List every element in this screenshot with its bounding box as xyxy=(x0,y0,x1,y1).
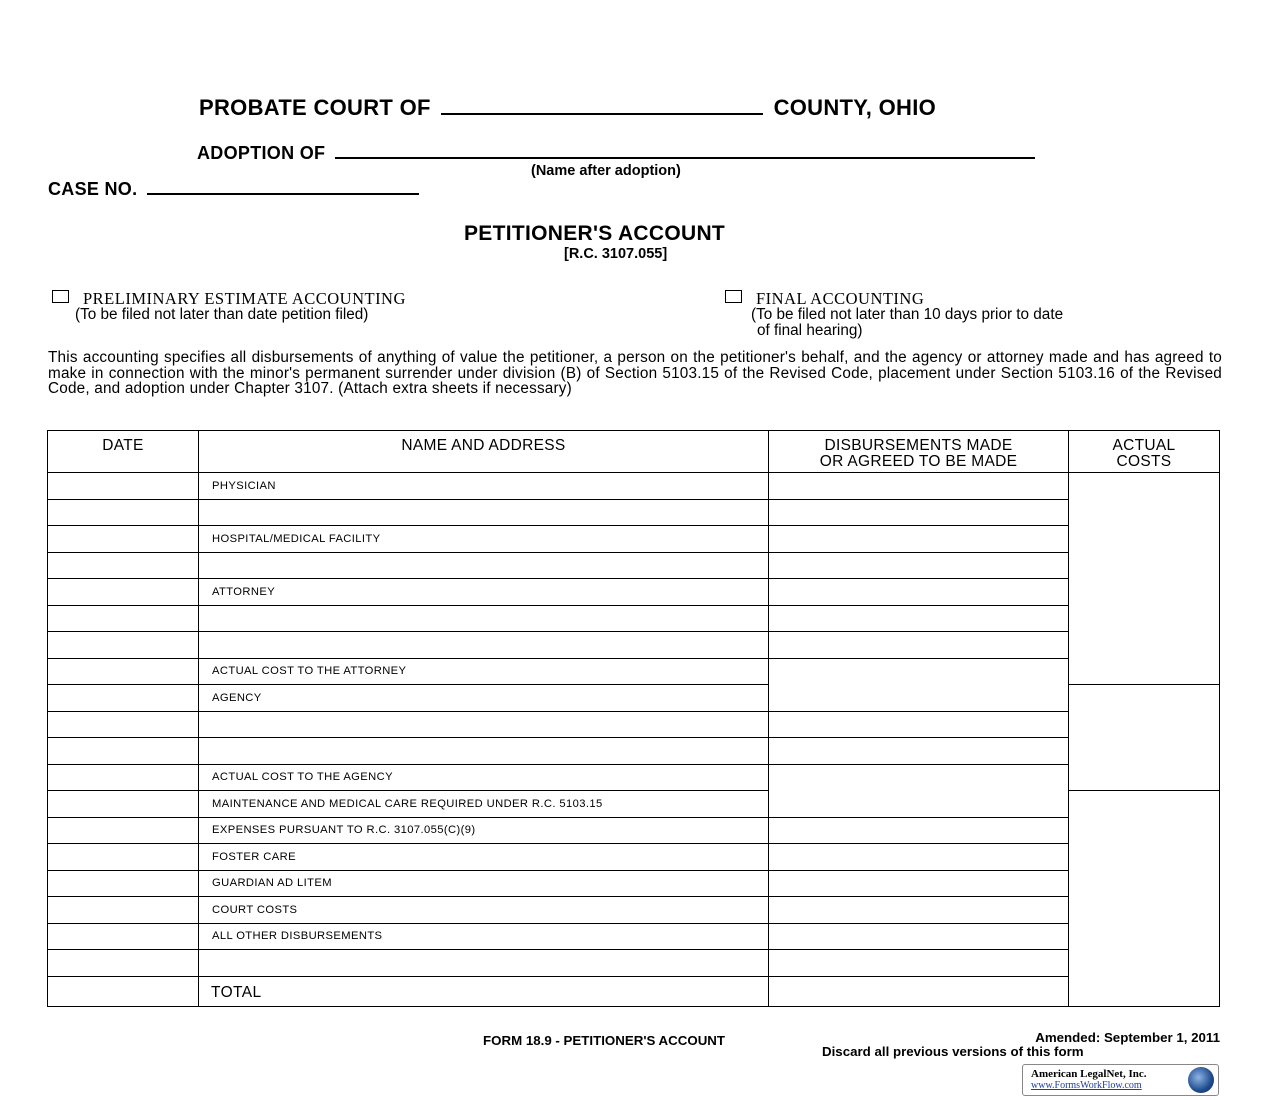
company-logo xyxy=(1022,1064,1219,1096)
actual-header-line2: COSTS xyxy=(1116,452,1172,470)
case-label: CASE NO. xyxy=(48,179,138,199)
table-row xyxy=(48,844,1220,871)
name-cell[interactable]: EXPENSES PURSUANT TO R.C. 3107.055(C)(9) xyxy=(199,817,769,844)
disbursement-cell[interactable] xyxy=(769,844,1069,871)
other-actual-cost-cell[interactable] xyxy=(1069,791,1220,1007)
name-cell[interactable] xyxy=(199,738,769,765)
actual-header-line1: ACTUAL xyxy=(1112,437,1176,454)
total-row xyxy=(48,976,1220,1007)
name-cell[interactable] xyxy=(199,632,769,659)
table-row xyxy=(48,658,1220,685)
disbursement-merged-cell[interactable] xyxy=(769,658,1069,711)
discard-notice: Discard all previous versions of this form xyxy=(822,1044,1084,1059)
table-row xyxy=(48,473,1220,500)
disbursement-cell[interactable] xyxy=(769,526,1069,553)
name-cell[interactable]: MAINTENANCE AND MEDICAL CARE REQUIRED UNDER R.C. 5103.15 xyxy=(199,791,769,818)
name-cell[interactable]: AGENCY xyxy=(199,685,769,712)
disbursement-cell[interactable] xyxy=(769,897,1069,924)
final-note-line2: of final hearing) xyxy=(757,322,863,339)
name-cell[interactable]: GUARDIAN AD LITEM xyxy=(199,870,769,897)
intro-paragraph: This accounting specifies all disbursements of anything of value the petitioner, a person on the petitioner's behalf, and the agency or attorney made and has agreed to make in connection with the minor's permanent surrender under division (B) of Section 5103.15 of the Revised Code, placement under Section 5103.16 of the Revised Code, and adoption under Chapter 3107. (Attach extra sheets if necessary) xyxy=(48,349,1222,398)
final-label: FINAL ACCOUNTING xyxy=(756,289,925,308)
form-title: PETITIONER'S ACCOUNT xyxy=(464,222,726,245)
name-caption: (Name after adoption) xyxy=(531,163,681,179)
date-cell[interactable] xyxy=(48,711,199,738)
final-note-line1: (To be filed not later than 10 days prior to date xyxy=(751,306,1064,323)
name-cell[interactable]: ACTUAL COST TO THE ATTORNEY xyxy=(199,658,769,685)
date-cell[interactable] xyxy=(48,791,199,818)
date-cell[interactable] xyxy=(48,976,199,1007)
name-cell[interactable]: PHYSICIAN xyxy=(199,473,769,500)
disbursement-cell[interactable] xyxy=(769,499,1069,526)
court-prefix: PROBATE COURT OF xyxy=(199,95,431,120)
preliminary-label: PRELIMINARY ESTIMATE ACCOUNTING xyxy=(83,289,406,308)
total-disbursement-cell[interactable] xyxy=(769,976,1069,1007)
county-field[interactable] xyxy=(441,113,763,115)
name-address-column-header: NAME AND ADDRESS xyxy=(199,431,769,473)
name-cell[interactable] xyxy=(199,552,769,579)
disbursement-cell[interactable] xyxy=(769,923,1069,950)
disbursement-cell[interactable] xyxy=(769,817,1069,844)
table-row xyxy=(48,632,1220,659)
table-row xyxy=(48,923,1220,950)
table-row xyxy=(48,552,1220,579)
date-cell[interactable] xyxy=(48,658,199,685)
table-row xyxy=(48,764,1220,791)
disbursements-header-line2: OR AGREED TO BE MADE xyxy=(819,452,1018,470)
globe-icon xyxy=(1188,1067,1214,1093)
table-row xyxy=(48,605,1220,632)
table-row xyxy=(48,738,1220,765)
disbursement-cell[interactable] xyxy=(769,738,1069,765)
table-row xyxy=(48,499,1220,526)
date-cell[interactable] xyxy=(48,817,199,844)
date-cell[interactable] xyxy=(48,897,199,924)
table-row xyxy=(48,870,1220,897)
date-cell[interactable] xyxy=(48,950,199,977)
table-row xyxy=(48,897,1220,924)
date-cell[interactable] xyxy=(48,605,199,632)
disbursement-cell[interactable] xyxy=(769,711,1069,738)
disbursement-cell[interactable] xyxy=(769,632,1069,659)
name-cell[interactable]: ACTUAL COST TO THE AGENCY xyxy=(199,764,769,791)
form-name: FORM 18.9 - PETITIONER'S ACCOUNT xyxy=(483,1033,726,1048)
date-cell[interactable] xyxy=(48,738,199,765)
table-row xyxy=(48,579,1220,606)
disbursement-cell[interactable] xyxy=(769,552,1069,579)
case-number-row xyxy=(48,179,419,200)
date-cell[interactable] xyxy=(48,870,199,897)
name-cell[interactable]: FOSTER CARE xyxy=(199,844,769,871)
case-number-field[interactable] xyxy=(147,193,419,195)
name-cell[interactable]: HOSPITAL/MEDICAL FACILITY xyxy=(199,526,769,553)
name-cell[interactable]: COURT COSTS xyxy=(199,897,769,924)
logo-url[interactable]: www.FormsWorkFlow.com xyxy=(1031,1080,1142,1091)
disbursements-header-line1: DISBURSEMENTS MADE xyxy=(824,437,1013,454)
total-label: TOTAL xyxy=(199,976,769,1007)
name-cell[interactable]: ALL OTHER DISBURSEMENTS xyxy=(199,923,769,950)
disbursements-column-header xyxy=(769,431,1069,473)
date-cell[interactable] xyxy=(48,473,199,500)
date-cell[interactable] xyxy=(48,685,199,712)
name-cell[interactable] xyxy=(199,711,769,738)
date-cell[interactable] xyxy=(48,844,199,871)
logo-company: American LegalNet, Inc. xyxy=(1031,1068,1147,1080)
amended-date: Amended: September 1, 2011 xyxy=(1035,1030,1220,1045)
date-cell[interactable] xyxy=(48,499,199,526)
date-column-header: DATE xyxy=(48,431,199,473)
preliminary-note: (To be filed not later than date petition filed) xyxy=(75,306,369,323)
date-cell[interactable] xyxy=(48,579,199,606)
name-cell[interactable] xyxy=(199,605,769,632)
date-cell[interactable] xyxy=(48,526,199,553)
disbursement-cell[interactable] xyxy=(769,605,1069,632)
table-row xyxy=(48,711,1220,738)
name-cell[interactable] xyxy=(199,499,769,526)
table-row xyxy=(48,526,1220,553)
disbursement-cell[interactable] xyxy=(769,579,1069,606)
disbursement-cell[interactable] xyxy=(769,950,1069,977)
final-checkbox[interactable] xyxy=(725,290,742,303)
actual-costs-column-header xyxy=(1069,431,1220,473)
disbursement-cell[interactable] xyxy=(769,473,1069,500)
statute-reference: [R.C. 3107.055] xyxy=(564,246,668,262)
court-suffix: COUNTY, OHIO xyxy=(773,95,937,120)
adoptee-name-field[interactable] xyxy=(335,157,1035,159)
agency-actual-cost-cell[interactable] xyxy=(1069,685,1220,791)
adoption-label: ADOPTION OF xyxy=(197,143,326,163)
table-row xyxy=(48,817,1220,844)
date-cell[interactable] xyxy=(48,632,199,659)
disbursement-table xyxy=(47,430,1220,1007)
disbursement-merged-cell[interactable] xyxy=(769,764,1069,817)
adoption-heading xyxy=(197,143,1035,164)
court-heading xyxy=(199,95,936,121)
attorney-actual-cost-cell[interactable] xyxy=(1069,473,1220,685)
preliminary-checkbox[interactable] xyxy=(52,290,69,303)
date-cell[interactable] xyxy=(48,923,199,950)
date-cell[interactable] xyxy=(48,764,199,791)
date-cell[interactable] xyxy=(48,552,199,579)
disbursement-cell[interactable] xyxy=(769,870,1069,897)
name-cell[interactable]: ATTORNEY xyxy=(199,579,769,606)
table-row xyxy=(48,950,1220,977)
name-cell[interactable] xyxy=(199,950,769,977)
